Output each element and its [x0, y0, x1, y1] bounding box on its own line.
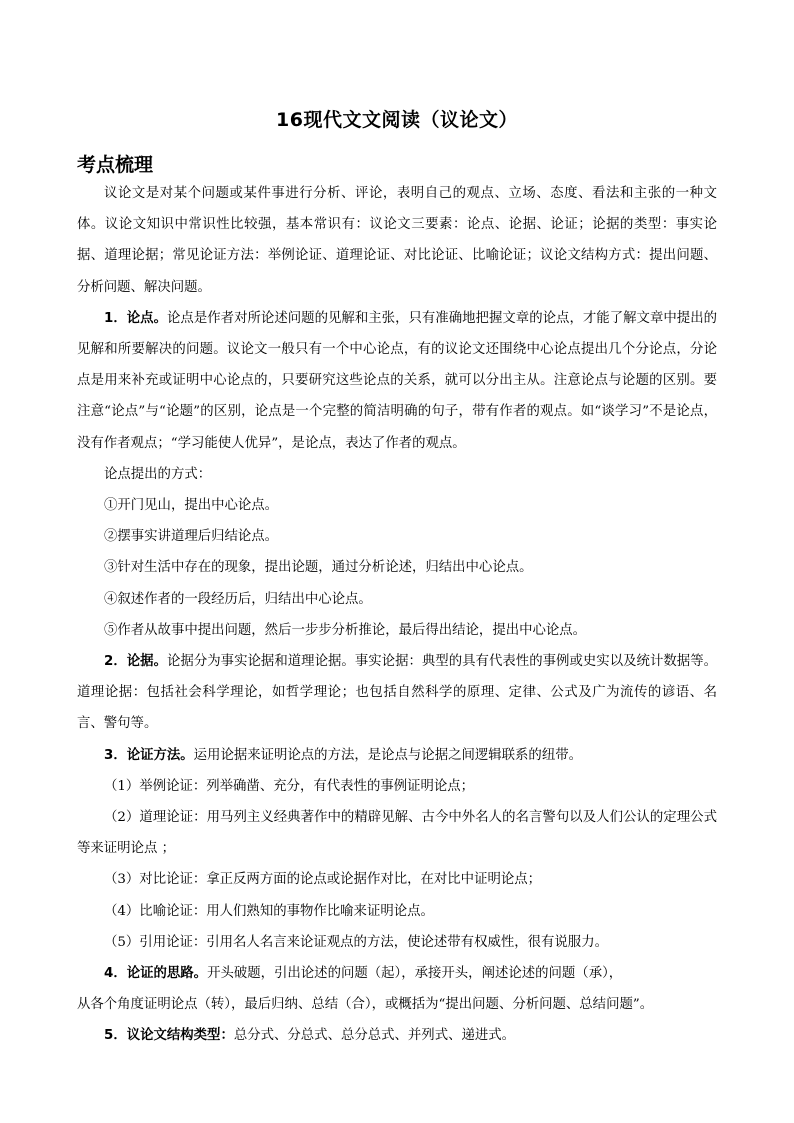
- argument-method-item: （2）道理论证：用马列主义经典著作中的精辟见解、古今中外名人的名言警句以及人们公认的定理公式等来证明论点 ；: [77, 810, 717, 857]
- argument-method-item: （5）引用论证：引用名人名言来论证观点的方法，使论述带有权威性，很有说服力。: [104, 934, 608, 950]
- point2-text: 论据分为事实论据和道理论据。事实论据：典型的具有代表性的事例或史实以及统计数据等。道理论据：包括社会科学理论，如哲学理论；也包括自然科学的原理、定律、公式及广为流传的谚语、名言、警句等。: [77, 654, 718, 732]
- point4-continuation: 从各个角度证明论点（转），最后归纳、总结（合），或概括为“提出问题、分析问题、总结问题”。: [77, 997, 654, 1013]
- point2-label: 2．论据。: [104, 654, 168, 670]
- argument-method-item: （1）举例论证：列举确凿、充分，有代表性的事例证明论点；: [104, 778, 475, 794]
- method-item: ④叙述作者的一段经历后，归结出中心论点。: [104, 591, 372, 607]
- point3-paragraph: [77, 740, 717, 771]
- point1-paragraph: [77, 303, 717, 459]
- point3-text: 运用论据来证明论点的方法，是论点与论据之间逻辑联系的纽带。: [193, 747, 582, 763]
- methods-heading: 论点提出的方式：: [104, 466, 212, 482]
- argument-method-item: （3）对比论证：拿正反两方面的论点或论据作对比，在对比中证明论点；: [104, 872, 542, 888]
- section-heading: 考点梳理: [77, 154, 154, 176]
- point5-label: 5．议论文结构类型：: [104, 1028, 234, 1044]
- method-item: ③针对生活中存在的现象，提出论题，通过分析论述，归结出中心论点。: [104, 560, 533, 576]
- method-item: ⑤作者从故事中提出问题，然后一步步分析推论，最后得出结论，提出中心论点。: [104, 622, 587, 638]
- point2-paragraph: [77, 646, 717, 740]
- point4-label: 4．论证的思路。: [104, 966, 208, 982]
- point4-text: 开头破题，引出论述的问题（起），承接开头，阐述论述的问题（承），: [207, 966, 623, 982]
- method-item: ②摆事实讲道理后归结论点。: [104, 529, 279, 545]
- point4-paragraph: [77, 958, 717, 989]
- point1-label: 1．论点。: [104, 310, 168, 326]
- intro-paragraph: 议论文是对某个问题或某件事进行分析、评论，表明自己的观点、立场、态度、看法和主张的一种文体。议论文知识中常识性比较强，基本常识有：议论文三要素：论点、论据、论证；论据的类型：事实论据、道理论据；常见论证方法：举例论证、道理论证、对比论证、比喻论证；议论文结构方式：提出问题、分析问题、解决问题。: [77, 186, 717, 295]
- page-title: 16现代文文阅读（议论文）: [276, 109, 518, 131]
- argument-method-item: （4）比喻论证：用人们熟知的事物作比喻来证明论点。: [104, 903, 434, 919]
- point5-text: 总分式、分总式、总分总式、并列式、递进式。: [233, 1028, 516, 1044]
- method-item: ①开门见山，提出中心论点。: [104, 498, 279, 514]
- point5-paragraph: [77, 1020, 717, 1051]
- point1-text: 论点是作者对所论述问题的见解和主张，只有准确地把握文章的论点，才能了解文章中提出的见解和所要解决的问题。议论文一般只有一个中心论点，有的议论文还围绕中心论点提出几个分论点，分论点是用来补充或证明中心论点的，只要研究这些论点的关系，就可以分出主从。注意论点与论题的区别。要注意“论点”与“论题”的区别，论点是一个完整的简洁明确的句子，带有作者的观点。如“谈学习”不是论点，没有作者观点；“学习能使人优异”，是论点，表达了作者的观点。: [77, 310, 718, 451]
- point3-label: 3．论证方法。: [104, 747, 194, 763]
- document-body: [77, 178, 717, 1052]
